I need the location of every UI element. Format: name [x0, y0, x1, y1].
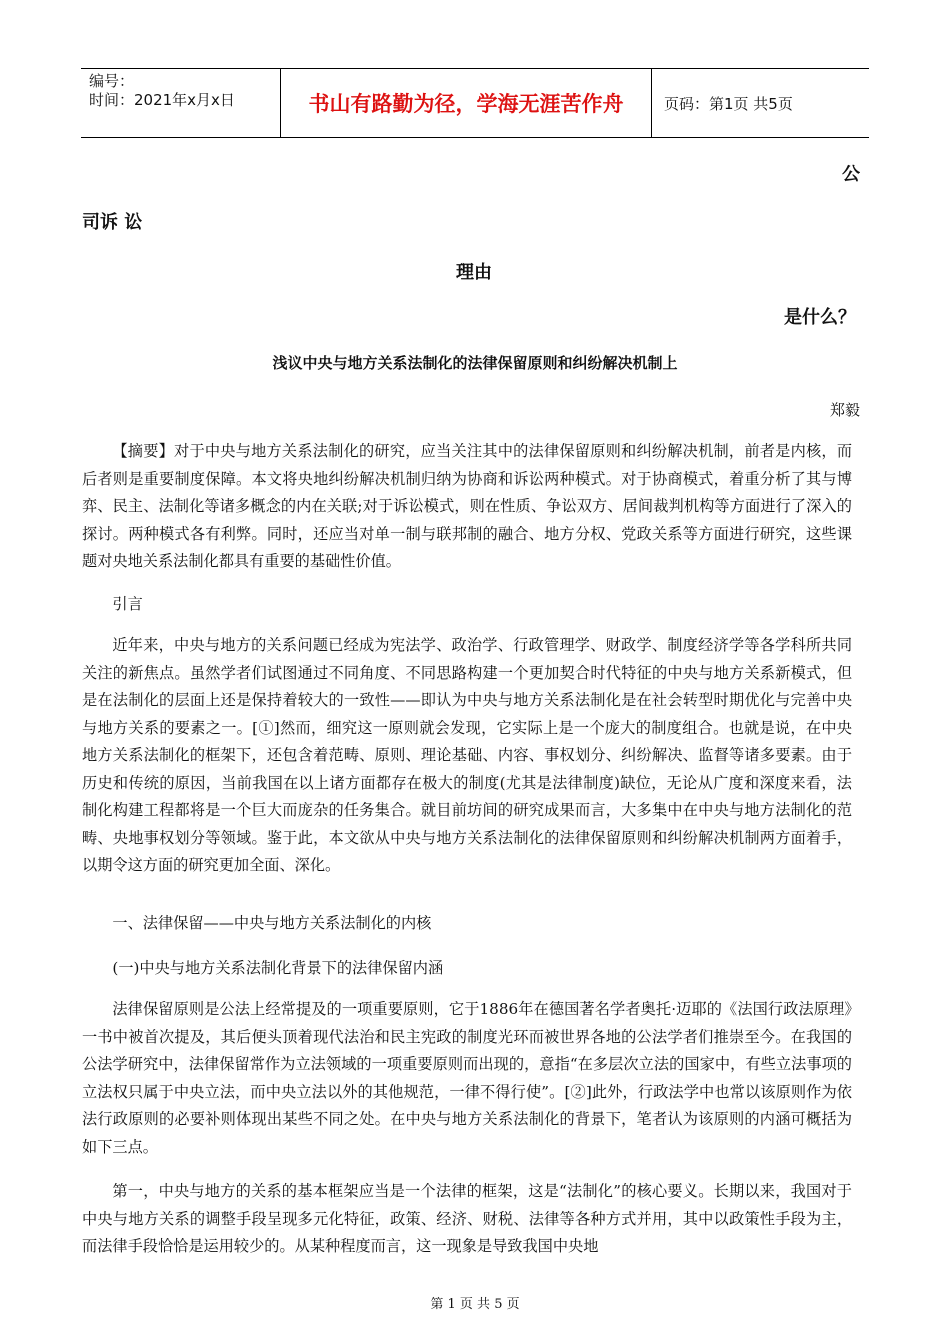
- page-label: 页码：第1页 共5页: [664, 94, 793, 113]
- motto: 书山有路勤为径，学海无涯苦作舟: [281, 69, 652, 137]
- article-author: 郑毅: [829, 401, 860, 419]
- heading-line-4: 是什么？: [784, 307, 856, 328]
- header-table: [81, 68, 869, 138]
- heading-line-2: 司诉 讼: [82, 212, 143, 233]
- body-paragraph: 法律保留原则是公法上经常提及的一项重要原则，它于1886年在德国著名学者奥托·迈耶的《法国行政法原理》一书中被首次提及，其后便头顶着现代法治和民主宪政的制度光环而被世界各地的公法学者们推崇至今。在我国的公法学研究中，法律保留常作为立法领域的一项重要原则而出现的，意指“在多层次立法的国家中，有些立法事项的立法权只属于中央立法，而中央立法以外的其他规范，一律不得行使”。[②]此外，行政法学中也常以该原则作为依法行政原则的必要补则体现出某些不同之处。在中央与地方关系法制化的背景下，笔者认为该原则的内涵可概括为如下三点。: [82, 1000, 852, 1156]
- time-label: 时间：2021年x月x日: [89, 91, 235, 109]
- header-meta: [81, 69, 281, 137]
- abstract-paragraph: 【摘要】对于中央与地方关系法制化的研究，应当关注其中的法律保留原则和纠纷解决机制，前者是内核，而后者则是重要制度保障。本文将央地纠纷解决机制归纳为协商和诉讼两种模式。对于协商模式，着重分析了其与博弈、民主、法制化等诸多概念的内在关联;对于诉讼模式，则在性质、争讼双方、居间裁判机构等方面进行了深入的探讨。两种模式各有利弊。同时，还应当对单一制与联邦制的融合、地方分权、党政关系等方面进行研究，这些课题对央地关系法制化都具有重要的基础性价值。: [82, 442, 852, 570]
- heading-line-1: 公: [842, 164, 860, 185]
- intro-paragraph: 近年来，中央与地方的关系问题已经成为宪法学、政治学、行政管理学、财政学、制度经济学等各学科所共同关注的新焦点。虽然学者们试图通过不同角度、不同思路构建一个更加契合时代特征的中央与地方关系新模式，但是在法制化的层面上还是保持着较大的一致性——即认为中央与地方关系法制化是在社会转型时期优化与完善中央与地方关系的要素之一。[①]然而，细究这一原则就会发现，它实际上是一个庞大的制度组合。也就是说，在中央地方关系法制化的框架下，还包含着范畴、原则、理论基础、内容、事权划分、纠纷解决、监督等诸多要素。由于历史和传统的原因，当前我国在以上诸方面都存在极大的制度(尤其是法律制度)缺位，无论从广度和深度来看，法制化构建工程都将是一个巨大而庞杂的任务集合。就目前坊间的研究成果而言，大多集中在中央与地方法制化的范畴、央地事权划分等领域。鉴于此，本文欲从中央与地方关系法制化的法律保留原则和纠纷解决机制两方面着手，以期令这方面的研究更加全面、深化。: [82, 636, 852, 874]
- page-footer: 第 1 页 共 5 页: [430, 1297, 520, 1312]
- section-heading: 一、法律保留——中央与地方关系法制化的内核: [112, 914, 432, 932]
- heading-line-3: 理由: [456, 262, 492, 283]
- number-label: 编号：: [89, 72, 135, 90]
- article-title: 浅议中央与地方关系法制化的法律保留原则和纠纷解决机制上: [272, 354, 678, 372]
- body-paragraph: 第一，中央与地方的关系的基本框架应当是一个法律的框架，这是“法制化”的核心要义。长期以来，我国对于中央与地方关系的调整手段呈现多元化特征，政策、经济、财税、法律等各种方式并用，其中以政策性手段为主，而法律手段恰恰是运用较少的。从某种程度而言，这一现象是导致我国中央地: [82, 1182, 852, 1255]
- intro-heading: 引言: [112, 595, 143, 613]
- subsection-heading: (一)中央与地方关系法制化背景下的法律保留内涵: [112, 959, 444, 977]
